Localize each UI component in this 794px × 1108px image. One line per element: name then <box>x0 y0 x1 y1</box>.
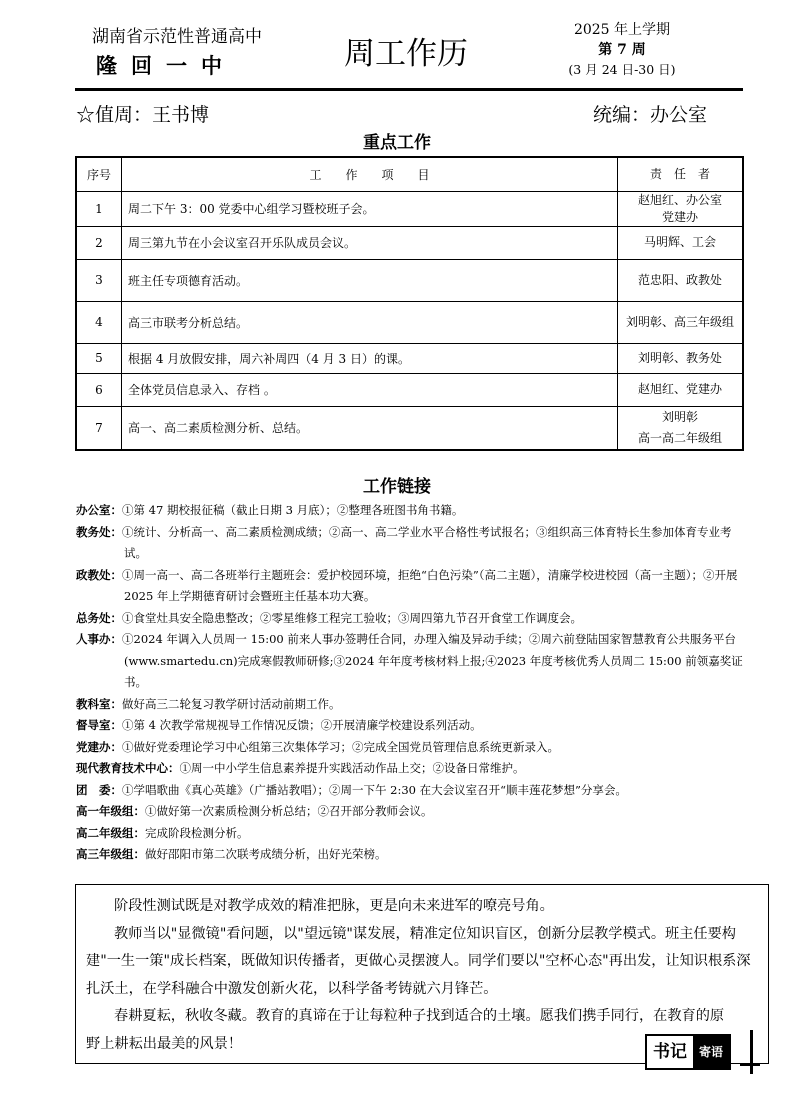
table-row <box>76 226 743 259</box>
row-owner: 赵旭红、办公室 党建办 <box>618 191 744 226</box>
row-owner: 马明辉、工会 <box>618 226 744 259</box>
school-name: 湖南省示范性普通高中 <box>92 27 262 47</box>
list-item <box>76 500 744 522</box>
key-work-table <box>75 156 744 451</box>
list-item <box>76 844 744 866</box>
dept-label: 教务处： <box>76 524 122 539</box>
list-item <box>76 737 744 759</box>
dept-text: ①周一中小学生信息素养提升实践活动作品上交；②设备日常维护。 <box>179 761 525 775</box>
dept-label: 党建办： <box>76 739 122 754</box>
row-no: 4 <box>76 301 122 343</box>
dept-label: 教科室： <box>76 696 122 711</box>
dept-text: ①做好第一次素质检测分析总结；②召开部分教师会议。 <box>145 804 433 818</box>
row-owner: 刘明彰、高三年级组 <box>618 301 744 343</box>
dept-label: 人事办： <box>76 632 122 646</box>
dept-text: ①统计、分析高一、高二素质检测成绩；②高一、高二学业水平合格性考试报名；③组织高三体育特长生参加体育专业考试。 <box>122 524 732 560</box>
header-task: 工 作 项 目 <box>122 157 618 191</box>
date-range: (3 月 24 日-30 日) <box>568 62 676 77</box>
list-item <box>76 801 744 823</box>
dept-label: 政教处： <box>76 567 122 582</box>
dept-label: 团 委： <box>76 782 122 797</box>
header-owner: 责 任 者 <box>618 157 744 191</box>
list-item <box>76 780 744 802</box>
dept-label: 现代教育技术中心： <box>76 761 180 775</box>
dept-text: ①第 4 次教学常规视导工作情况反馈；②开展清廉学校建设系列活动。 <box>122 718 482 732</box>
row-owner: 刘明彰、教务处 <box>618 343 744 373</box>
header-divider <box>75 88 743 91</box>
list-item <box>76 694 744 716</box>
row-no: 6 <box>76 373 122 406</box>
corner-mark <box>740 1064 760 1066</box>
table-row <box>76 191 743 226</box>
dept-label: 高一年级组： <box>76 804 145 818</box>
list-item <box>76 565 744 608</box>
term-info <box>566 20 678 80</box>
row-no: 3 <box>76 259 122 301</box>
list-item <box>76 522 744 565</box>
message-stamp <box>645 1034 731 1070</box>
dept-text: 做好高三二轮复习教学研讨活动前期工作。 <box>122 696 341 711</box>
row-owner: 赵旭红、党建办 <box>618 373 744 406</box>
dept-text: 完成阶段检测分析。 <box>145 825 249 840</box>
row-task: 高一、高二素质检测分析、总结。 <box>122 406 618 450</box>
stamp-main: 书记 <box>653 1042 687 1062</box>
row-task: 根据 4 月放假安排，周六补周四（4 月 3 日）的课。 <box>122 343 618 373</box>
row-task: 班主任专项德育活动。 <box>122 259 618 301</box>
list-item <box>76 608 744 630</box>
list-item <box>76 629 744 694</box>
header-no: 序号 <box>76 157 122 191</box>
table-header-row <box>76 157 743 191</box>
table-row <box>76 301 743 343</box>
row-owner: 刘明彰 高一高二年级组 <box>618 406 744 450</box>
table-row <box>76 406 743 450</box>
list-item <box>76 715 744 737</box>
message-paragraph: 春耕夏耘，秋收冬藏。教育的真谛在于让每粒种子找到适合的土壤。愿我们携手同行，在教育的原野上耕耘出最美的风景！ <box>86 1008 725 1052</box>
key-work-title: 重点工作 <box>363 133 431 153</box>
row-task: 高三市联考分析总结。 <box>122 301 618 343</box>
editor: 统编：办公室 <box>593 104 708 126</box>
row-no: 2 <box>76 226 122 259</box>
dept-text: ①食堂灶具安全隐患整改；②零星维修工程完工验收；③周四第九节召开食堂工作调度会。 <box>122 610 582 625</box>
dept-label: 高三年级组： <box>76 847 145 861</box>
table-row <box>76 259 743 301</box>
duty-officer: ☆值周：王书博 <box>76 104 210 126</box>
row-task: 周二下午 3：00 党委中心组学习暨校班子会。 <box>122 191 618 226</box>
table-row <box>76 343 743 373</box>
dept-label: 督导室： <box>76 718 122 732</box>
row-no: 5 <box>76 343 122 373</box>
dept-text: ①第 47 期校报征稿（截止日期 3 月底）；②整理各班图书角书籍。 <box>122 503 464 517</box>
dept-label: 高二年级组： <box>76 825 145 840</box>
row-no: 7 <box>76 406 122 450</box>
row-no: 1 <box>76 191 122 226</box>
row-task: 全体党员信息录入、存档 。 <box>122 373 618 406</box>
dept-label: 办公室： <box>76 503 122 517</box>
dept-text: ①学唱歌曲《真心英雄》（广播站教唱）；②周一下午 2:30 在大会议室召开“顺丰莲花梦想”分享会。 <box>122 782 627 797</box>
work-links-list <box>76 500 744 866</box>
term-label: 2025 年上学期 <box>573 22 671 38</box>
dept-label: 总务处： <box>76 610 122 625</box>
page-title: 周工作历 <box>344 36 468 72</box>
row-owner: 范忠阳、政教处 <box>618 259 744 301</box>
stamp-sub: 寄语 <box>693 1036 729 1068</box>
dept-text: ①做好党委理论学习中心组第三次集体学习；②完成全国党员管理信息系统更新录入。 <box>122 739 559 754</box>
corner-mark <box>750 1030 753 1074</box>
dept-text: ①2024 年调入人员周一 15:00 前来人事办签聘任合同，办理入编及异动手续；②周六前登陆国家智慧教育公共服务平台(www.smartedu.cn)完成寒假教师研修;③2024 年年度考核材料上报;④2023 年度考核优秀人员周二 15:00 前领嘉奖证书。 <box>122 632 743 689</box>
list-item <box>76 758 744 780</box>
message-paragraph: 阶段性测试既是对教学成效的精准把脉，更是向未来进军的嘹亮号角。 <box>114 898 554 914</box>
list-item <box>76 823 744 845</box>
work-links-title: 工作链接 <box>363 477 431 497</box>
message-paragraph: 教师当以"显微镜"看问题，以"望远镜"谋发展，精准定位知识盲区，创新分层教学模式。班主任要构建"一生一策"成长档案，既做知识传播者，更做心灵摆渡人。同学们要以"空杯心态"再出发，让知识根系深扎沃土，在学科融合中激发创新火花，以科学备考铸就六月锋芒。 <box>86 925 751 997</box>
dept-text: ①周一高一、高二各班举行主题班会：爱护校园环境，拒绝“白色污染”（高二主题），清廉学校进校园（高一主题）；②开展 2025 年上学期德育研讨会暨班主任基本功大赛。 <box>122 567 738 603</box>
table-row <box>76 373 743 406</box>
week-label: 第 7 周 <box>598 42 646 58</box>
school-short-name: 隆回一中 <box>96 53 236 78</box>
dept-text: 做好邵阳市第二次联考成绩分析，出好光荣榜。 <box>145 847 387 861</box>
row-task: 周三第九节在小会议室召开乐队成员会议。 <box>122 226 618 259</box>
